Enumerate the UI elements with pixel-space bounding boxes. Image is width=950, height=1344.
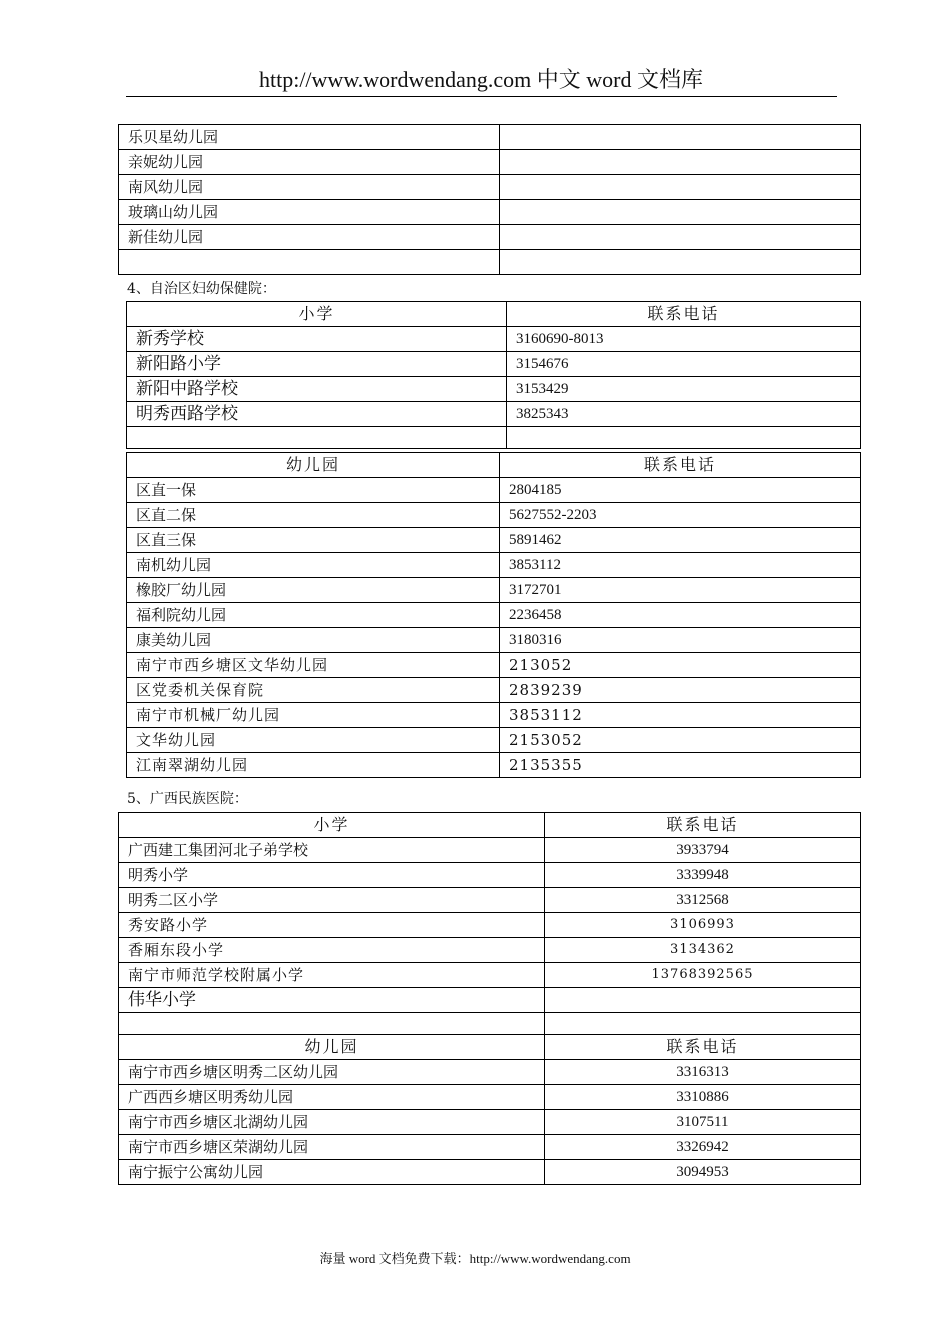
table-row — [119, 175, 861, 200]
table-row — [127, 427, 861, 449]
table-row — [119, 913, 861, 938]
table-cell: 3153429 — [507, 377, 861, 402]
table-row — [127, 728, 861, 753]
table-cell: 广西建工集团河北子弟学校 — [119, 838, 545, 863]
table-row — [127, 478, 861, 503]
table-cell: 3310886 — [545, 1085, 861, 1110]
page-footer: 海量 word 文档免费下载：http://www.wordwendang.com — [319, 1251, 631, 1266]
table-cell: 3312568 — [545, 888, 861, 913]
table-header-row — [127, 453, 861, 478]
table-cell: 3853112 — [500, 703, 861, 728]
table-cell: 南风幼儿园 — [119, 175, 500, 200]
table-cell: 南宁振宁公寓幼儿园 — [119, 1160, 545, 1185]
table-row — [119, 988, 861, 1013]
table-cell: 玻璃山幼儿园 — [119, 200, 500, 225]
table-cell: 3180316 — [500, 628, 861, 653]
table-row — [127, 528, 861, 553]
table-row — [119, 938, 861, 963]
table-cell — [500, 225, 861, 250]
table-cell: 橡胶厂幼儿园 — [127, 578, 500, 603]
table-header-row — [119, 1035, 861, 1060]
table-cell: 广西西乡塘区明秀幼儿园 — [119, 1085, 545, 1110]
table-row — [119, 1135, 861, 1160]
table-row — [119, 888, 861, 913]
table-row — [119, 225, 861, 250]
column-header: 联系电话 — [500, 453, 861, 478]
table-cell: 3154676 — [507, 352, 861, 377]
table-row — [127, 327, 861, 352]
table-cell: 213052 — [500, 653, 861, 678]
table-cell: 3825343 — [507, 402, 861, 427]
table-row — [119, 250, 861, 275]
table-row — [119, 963, 861, 988]
table-cell: 南宁市师范学校附属小学 — [119, 963, 545, 988]
column-header: 幼儿园 — [119, 1035, 545, 1060]
table-cell: 2135355 — [500, 753, 861, 778]
table-cell: 亲妮幼儿园 — [119, 150, 500, 175]
table-row — [127, 703, 861, 728]
page-header: http://www.wordwendang.com 中文 word 文档库 — [258, 67, 704, 92]
table-cell — [119, 250, 500, 275]
table-cell: 明秀西路学校 — [127, 402, 507, 427]
column-header: 小学 — [119, 813, 545, 838]
table-cell: 新秀学校 — [127, 327, 507, 352]
table-row — [119, 150, 861, 175]
table-cell: 新佳幼儿园 — [119, 225, 500, 250]
table-cell: 2804185 — [500, 478, 861, 503]
table-row — [119, 125, 861, 150]
table-cell: 新阳中路学校 — [127, 377, 507, 402]
table-cell: 南宁市西乡塘区明秀二区幼儿园 — [119, 1060, 545, 1085]
table-cell — [545, 988, 861, 1013]
table-cell: 南机幼儿园 — [127, 553, 500, 578]
table-cell: 13768392565 — [545, 963, 861, 988]
table-row — [119, 200, 861, 225]
table-row — [127, 503, 861, 528]
table-row — [119, 1013, 861, 1035]
table-row — [119, 863, 861, 888]
table-row — [127, 628, 861, 653]
table-row — [127, 603, 861, 628]
column-header: 小学 — [127, 302, 507, 327]
table-row — [127, 553, 861, 578]
table-cell: 区直二保 — [127, 503, 500, 528]
table-row — [127, 352, 861, 377]
table-row — [119, 838, 861, 863]
table-cell — [545, 1013, 861, 1035]
table-row — [119, 1085, 861, 1110]
table-cell: 5627552-2203 — [500, 503, 861, 528]
section4-caption: 4、自治区妇幼保健院： — [127, 281, 276, 297]
column-header: 联系电话 — [545, 813, 861, 838]
header-rule — [126, 96, 837, 97]
table-row — [127, 753, 861, 778]
table-cell: 3339948 — [545, 863, 861, 888]
table-row — [119, 1060, 861, 1085]
table-top-kindergartens — [118, 124, 861, 275]
table-cell: 乐贝星幼儿园 — [119, 125, 500, 150]
table-cell: 3933794 — [545, 838, 861, 863]
table-cell: 南宁市西乡塘区北湖幼儿园 — [119, 1110, 545, 1135]
table-cell — [500, 200, 861, 225]
table-cell: 2839239 — [500, 678, 861, 703]
table-row — [127, 578, 861, 603]
table-cell: 南宁市机械厂幼儿园 — [127, 703, 500, 728]
table-cell: 南宁市西乡塘区荣湖幼儿园 — [119, 1135, 545, 1160]
section4-schools-table — [126, 301, 861, 449]
table-row — [119, 1160, 861, 1185]
table-cell: 明秀小学 — [119, 863, 545, 888]
column-header: 联系电话 — [545, 1035, 861, 1060]
table-cell: 3106993 — [545, 913, 861, 938]
table-cell: 5891462 — [500, 528, 861, 553]
table-cell: 2153052 — [500, 728, 861, 753]
table-cell: 3172701 — [500, 578, 861, 603]
table-cell: 3107511 — [545, 1110, 861, 1135]
table-cell — [127, 427, 507, 449]
table-header-row — [127, 302, 861, 327]
table-cell — [500, 125, 861, 150]
table-cell — [500, 250, 861, 275]
column-header: 联系电话 — [507, 302, 861, 327]
table-row — [127, 377, 861, 402]
table-cell: 伟华小学 — [119, 988, 545, 1013]
table-cell: 3094953 — [545, 1160, 861, 1185]
table-cell: 明秀二区小学 — [119, 888, 545, 913]
table-row — [119, 1110, 861, 1135]
section5-schools-table — [118, 812, 861, 1185]
table-cell: 新阳路小学 — [127, 352, 507, 377]
table-row — [127, 402, 861, 427]
table-cell: 福利院幼儿园 — [127, 603, 500, 628]
table-cell: 3134362 — [545, 938, 861, 963]
table-cell: 区直三保 — [127, 528, 500, 553]
table-cell: 3326942 — [545, 1135, 861, 1160]
table-cell: 3160690-8013 — [507, 327, 861, 352]
column-header: 幼儿园 — [127, 453, 500, 478]
table-cell — [507, 427, 861, 449]
table-row — [127, 653, 861, 678]
table-cell — [119, 1013, 545, 1035]
table-cell: 秀安路小学 — [119, 913, 545, 938]
table-cell: 康美幼儿园 — [127, 628, 500, 653]
table-cell: 区党委机关保育院 — [127, 678, 500, 703]
section5-caption: 5、广西民族医院： — [127, 791, 248, 807]
table-cell: 香厢东段小学 — [119, 938, 545, 963]
table-cell — [500, 175, 861, 200]
section4-kindergartens-table — [126, 452, 861, 778]
table-cell: 2236458 — [500, 603, 861, 628]
table-header-row — [119, 813, 861, 838]
table-row — [127, 678, 861, 703]
table-cell: 3316313 — [545, 1060, 861, 1085]
table-cell: 江南翠湖幼儿园 — [127, 753, 500, 778]
table-cell: 3853112 — [500, 553, 861, 578]
table-cell: 南宁市西乡塘区文华幼儿园 — [127, 653, 500, 678]
table-cell: 区直一保 — [127, 478, 500, 503]
table-cell: 文华幼儿园 — [127, 728, 500, 753]
table-cell — [500, 150, 861, 175]
